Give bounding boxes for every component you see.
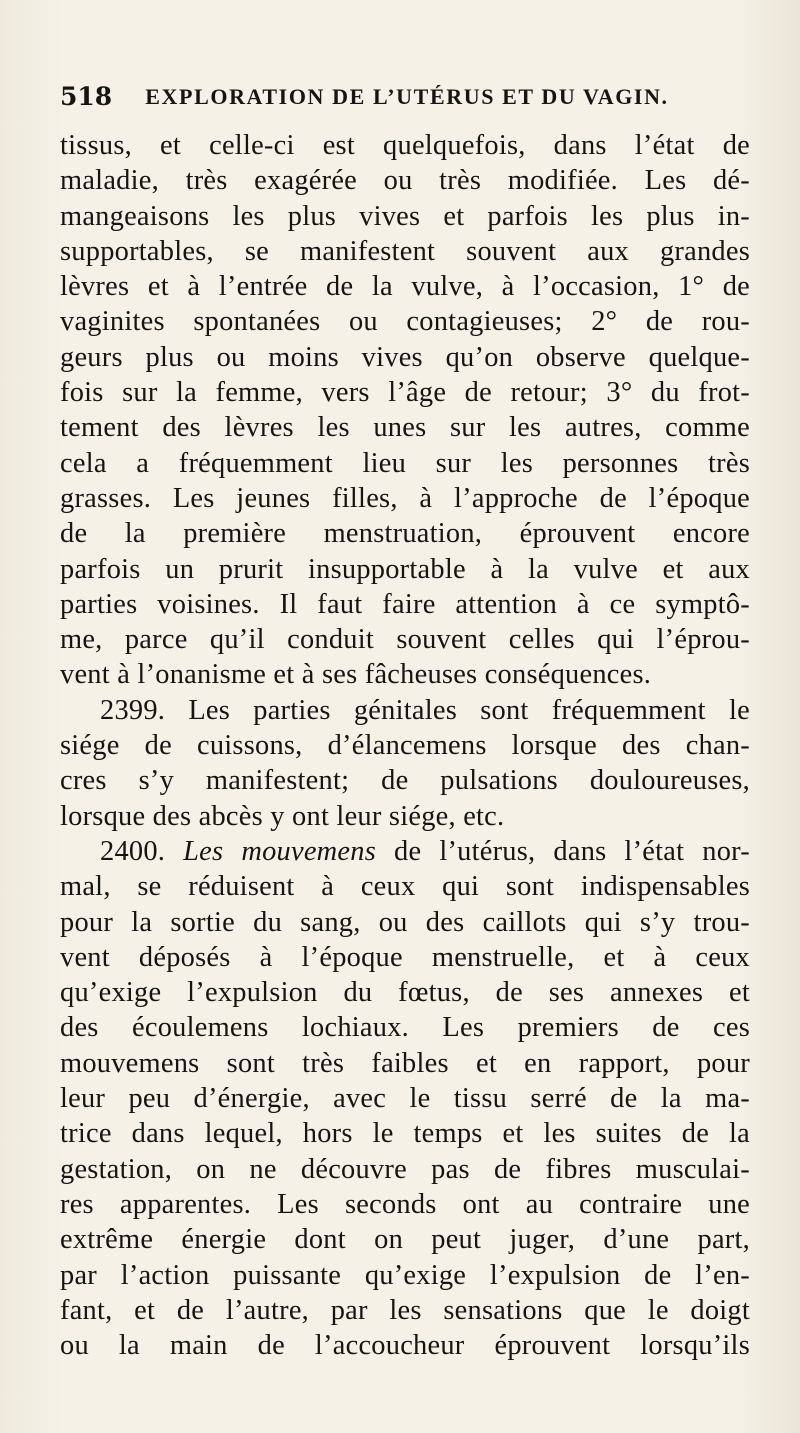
- text-line: vent déposés à l’époque menstruelle, et à ceux: [60, 941, 750, 973]
- paragraph-2400-start: [60, 834, 750, 869]
- paragraph-2399-start: 2399. Les parties génitales sont fréquemment le: [100, 694, 750, 726]
- page-number: 518: [60, 82, 113, 111]
- text-line: gestation, on ne découvre pas de fibres musculai-: [60, 1153, 750, 1185]
- page-header: [60, 82, 750, 122]
- text-line: mal, se réduisent à ceux qui sont indispensables: [60, 871, 750, 903]
- text-line: par l’action puissante qu’exige l’expulsion de l’en-: [60, 1259, 750, 1291]
- paragraph-number: 2400.: [100, 835, 166, 867]
- text-line: tissus, et celle-ci est quelquefois, dans l’état de: [60, 130, 750, 161]
- italic-term: Les mouvemens: [183, 835, 377, 867]
- text-line: parfois un prurit insupportable à la vulve et aux: [60, 553, 750, 585]
- text-line: fois sur la femme, vers l’âge de retour; 3° du frot-: [60, 377, 750, 409]
- text-line: cres s’y manifestent; de pulsations douloureuses,: [60, 765, 750, 797]
- text-line: des écoulemens lochiaux. Les premiers de ces: [60, 1012, 750, 1044]
- text-line: fant, et de l’autre, par les sensations que le doigt: [60, 1294, 750, 1326]
- body-text: [60, 128, 750, 1363]
- text-line: extrême énergie dont on peut juger, d’une part,: [60, 1224, 750, 1256]
- text-line: cela a fréquemment lieu sur les personnes très: [60, 447, 750, 479]
- text-fragment: de l’utérus, dans l’état nor-: [394, 835, 750, 867]
- text-line: trice dans lequel, hors le temps et les suites de la: [60, 1118, 750, 1150]
- text-line: maladie, très exagérée ou très modifiée. Les dé-: [60, 165, 750, 197]
- text-line: lorsque des abcès y ont leur siége, etc.: [60, 800, 505, 832]
- text-line: grasses. Les jeunes filles, à l’approche de l’époque: [60, 482, 750, 514]
- text-line: geurs plus ou moins vives qu’on observe quelque-: [60, 341, 750, 373]
- text-line: siége de cuissons, d’élancemens lorsque des chan-: [60, 730, 750, 762]
- text-line: pour la sortie du sang, ou des caillots qui s’y trou-: [60, 906, 750, 938]
- text-line: mouvemens sont très faibles et en rapport, pour: [60, 1047, 750, 1079]
- text-line: tement des lèvres les unes sur les autres, comme: [60, 412, 750, 444]
- text-line: leur peu d’énergie, avec le tissu serré de la ma-: [60, 1083, 750, 1115]
- text-line: vent à l’onanisme et à ses fâcheuses conséquences.: [60, 659, 652, 691]
- text-line: supportables, se manifestent souvent aux grandes: [60, 235, 750, 267]
- text-line: res apparentes. Les seconds ont au contraire une: [60, 1188, 750, 1220]
- text-line: parties voisines. Il faut faire attention à ce symptô-: [60, 588, 750, 620]
- text-line: de la première menstruation, éprouvent encore: [60, 518, 750, 550]
- text-line: vaginites spontanées ou contagieuses; 2° de rou-: [60, 306, 750, 338]
- text-line: mangeaisons les plus vives et parfois les plus in-: [60, 200, 750, 232]
- text-line: ou la main de l’accoucheur éprouvent lorsqu’ils: [60, 1330, 750, 1362]
- text-line: qu’exige l’expulsion du fœtus, de ses annexes et: [60, 977, 750, 1009]
- text-line: lèvres et à l’entrée de la vulve, à l’occasion, 1° de: [60, 271, 750, 303]
- text-line: me, parce qu’il conduit souvent celles qui l’éprou-: [60, 624, 750, 656]
- running-title: EXPLORATION DE L’UTÉRUS ET DU VAGIN.: [145, 83, 669, 109]
